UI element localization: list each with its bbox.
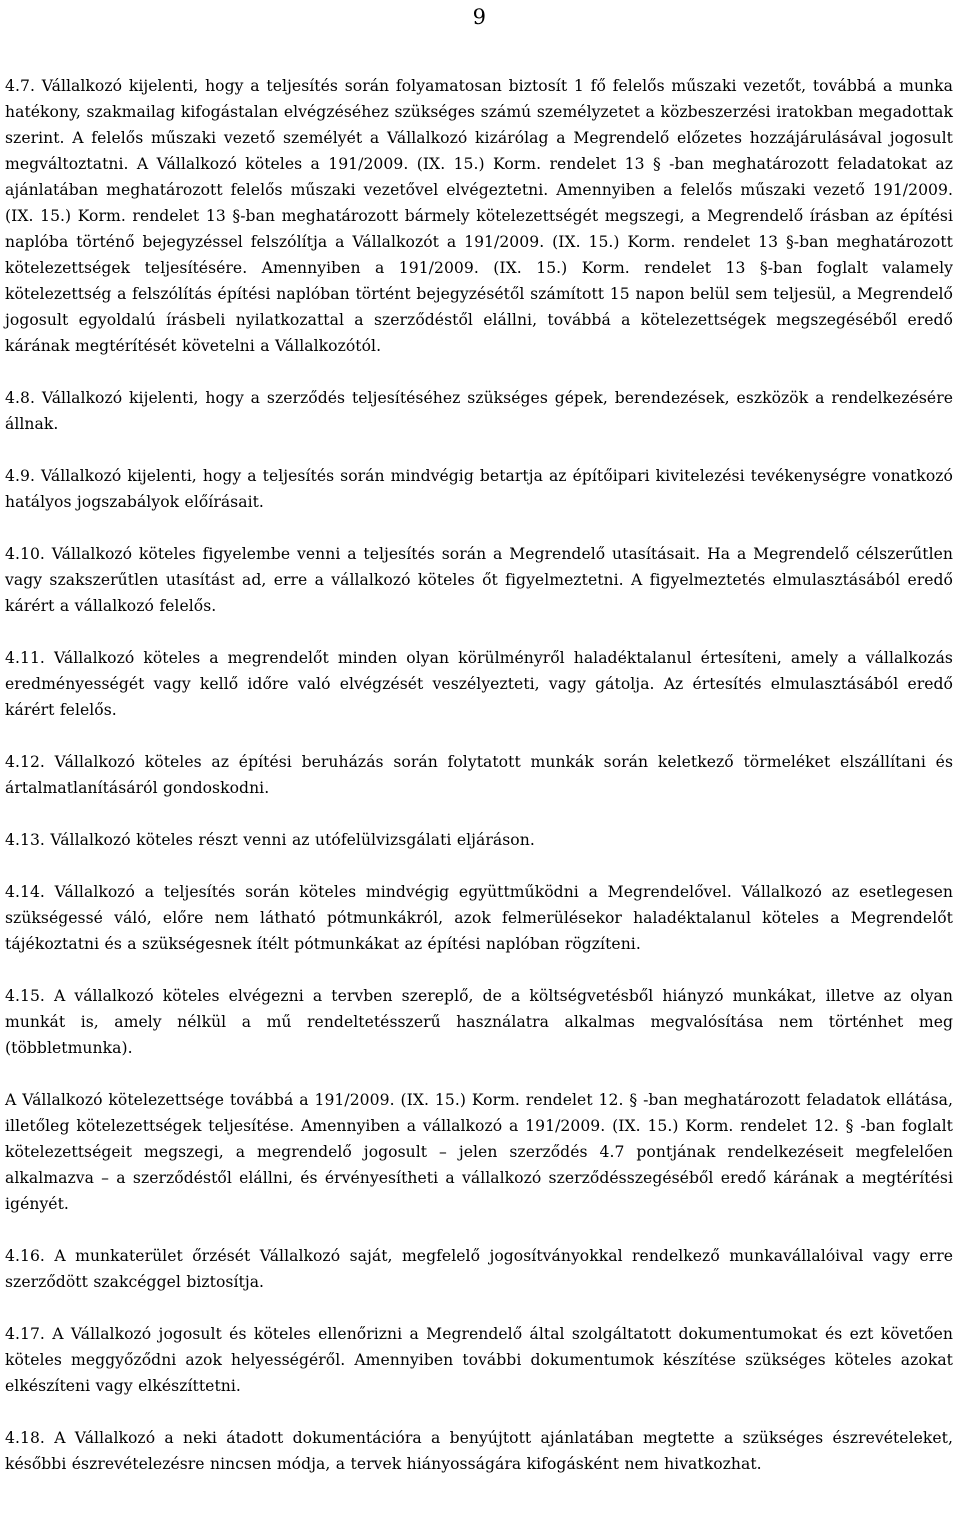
paragraph-4-7: 4.7. Vállalkozó kijelenti, hogy a teljesítés során folyamatosan biztosít 1 fő felelős műszaki vezetőt, továbbá a munka hatékony, szakmailag kifogástalan elvégzéséhez szükséges számú személyzetet a közbeszerzési iratokban megadottak szerint. A felelős műszaki vezető személyét a Vállalkozó kizárólag a Megrendelő előzetes hozzájárulásával jogosult megváltoztatni. A Vállalkozó köteles a 191/2009. (IX. 15.) Korm. rendelet 13 § -ban meghatározott feladatokat az ajánlatában meghatározott felelős műszaki vezetővel elvégeztetni. Amennyiben a felelős műszaki vezető 191/2009. (IX. 15.) Korm. rendelet 13 §-ban meghatározott bármely kötelezettségét megszegi, a Megrendelő írásban az építési naplóba történő bejegyzéssel felszólítja a Vállalkozót a 191/2009. (IX. 15.) Korm. rendelet 13 §-ban meghatározott kötelezettségek teljesítésére. Amennyiben a 191/2009. (IX. 15.) Korm. rendelet 13 §-ban foglalt valamely kötelezettség a felszólítás építési naplóban történt bejegyzésétől számított 15 napon belül sem teljesül, a Megrendelő jogosult egyoldalú írásbeli nyilatkozattal a szerződéstől elállni, továbbá a kötelezettségek megszegéséből eredő kárának megtérítését követelni a Vállalkozótól. <box>5 77 953 355</box>
paragraph-4-18: 4.18. A Vállalkozó a neki átadott dokumentációra a benyújtott ajánlatában megtette a szükséges észrevételeket, későbbi észrevételezésre nincsen módja, a tervek hiányosságára kifogásként nem hivatkozhat. <box>5 1429 953 1473</box>
paragraph-4-8: 4.8. Vállalkozó kijelenti, hogy a szerződés teljesítéséhez szükséges gépek, berendezések, eszközök a rendelkezésére állnak. <box>5 389 953 433</box>
paragraph-4-10: 4.10. Vállalkozó köteles figyelembe venni a teljesítés során a Megrendelő utasításait. Ha a Megrendelő célszerűtlen vagy szakszerűtlen utasítást ad, erre a vállalkozó köteles őt figyelmeztetni. A figyelmeztetés elmulasztásából eredő kárért a vállalkozó felelős. <box>5 545 953 615</box>
paragraph-4-11: 4.11. Vállalkozó köteles a megrendelőt minden olyan körülményről haladéktalanul értesíteni, amely a vállalkozás eredményességét vagy kellő időre való elvégzését veszélyezteti, vagy gátolja. Az értesítés elmulasztásából eredő kárért felelős. <box>5 649 953 719</box>
paragraph-4-9: 4.9. Vállalkozó kijelenti, hogy a teljesítés során mindvégig betartja az építőipari kivitelezési tevékenységre vonatkozó hatályos jogszabályok előírásait. <box>5 467 953 511</box>
paragraph-4-16: 4.16. A munkaterület őrzését Vállalkozó saját, megfelelő jogosítványokkal rendelkező munkavállalóival vagy erre szerződött szakcéggel biztosítja. <box>5 1247 953 1291</box>
page-number: 9 <box>472 5 486 29</box>
paragraph-4-12: 4.12. Vállalkozó köteles az építési beruházás során folytatott munkák során keletkező törmeléket elszállítani és ártalmatlanításáról gondoskodni. <box>5 753 953 797</box>
document-body <box>5 73 953 1503</box>
paragraph-4-15: 4.15. A vállalkozó köteles elvégezni a tervben szereplő, de a költségvetésből hiányzó munkákat, illetve az olyan munkát is, amely nélkül a mű rendeltetésszerű használatra alkalmas megvalósítása nem történhet meg (többletmunka). <box>5 987 953 1057</box>
paragraph-4-14: 4.14. Vállalkozó a teljesítés során köteles mindvégig együttműködni a Megrendelővel. Vállalkozó az esetlegesen szükségessé váló, előre nem látható pótmunkákról, azok felmerülésekor haladéktalanul köteles a Megrendelőt tájékoztatni és a szükségesnek ítélt pótmunkákat az építési naplóban rögzíteni. <box>5 883 953 953</box>
paragraph-4-17: 4.17. A Vállalkozó jogosult és köteles ellenőrizni a Megrendelő által szolgáltatott dokumentumokat és ezt követően köteles meggyőződni azok helyességéről. Amennyiben további dokumentumok készítése szükséges köteles azokat elkészíteni vagy elkészíttetni. <box>5 1325 953 1395</box>
paragraph-kotelezettseg: A Vállalkozó kötelezettsége továbbá a 191/2009. (IX. 15.) Korm. rendelet 12. § -ban meghatározott feladatok ellátása, illetőleg kötelezettségek teljesítése. Amennyiben a vállalkozó a 191/2009. (IX. 15.) Korm. rendelet 12. § -ban foglalt kötelezettségeit megszegi, a megrendelő jogosult – jelen szerződés 4.7 pontjának rendelkezéseit megfelelően alkalmazva – a szerződéstől elállni, és érvényesítheti a vállalkozó szerződésszegéséből eredő kárának a megtérítési igényét. <box>5 1091 953 1213</box>
paragraph-4-13: 4.13. Vállalkozó köteles részt venni az utófelülvizsgálati eljáráson. <box>5 831 535 849</box>
